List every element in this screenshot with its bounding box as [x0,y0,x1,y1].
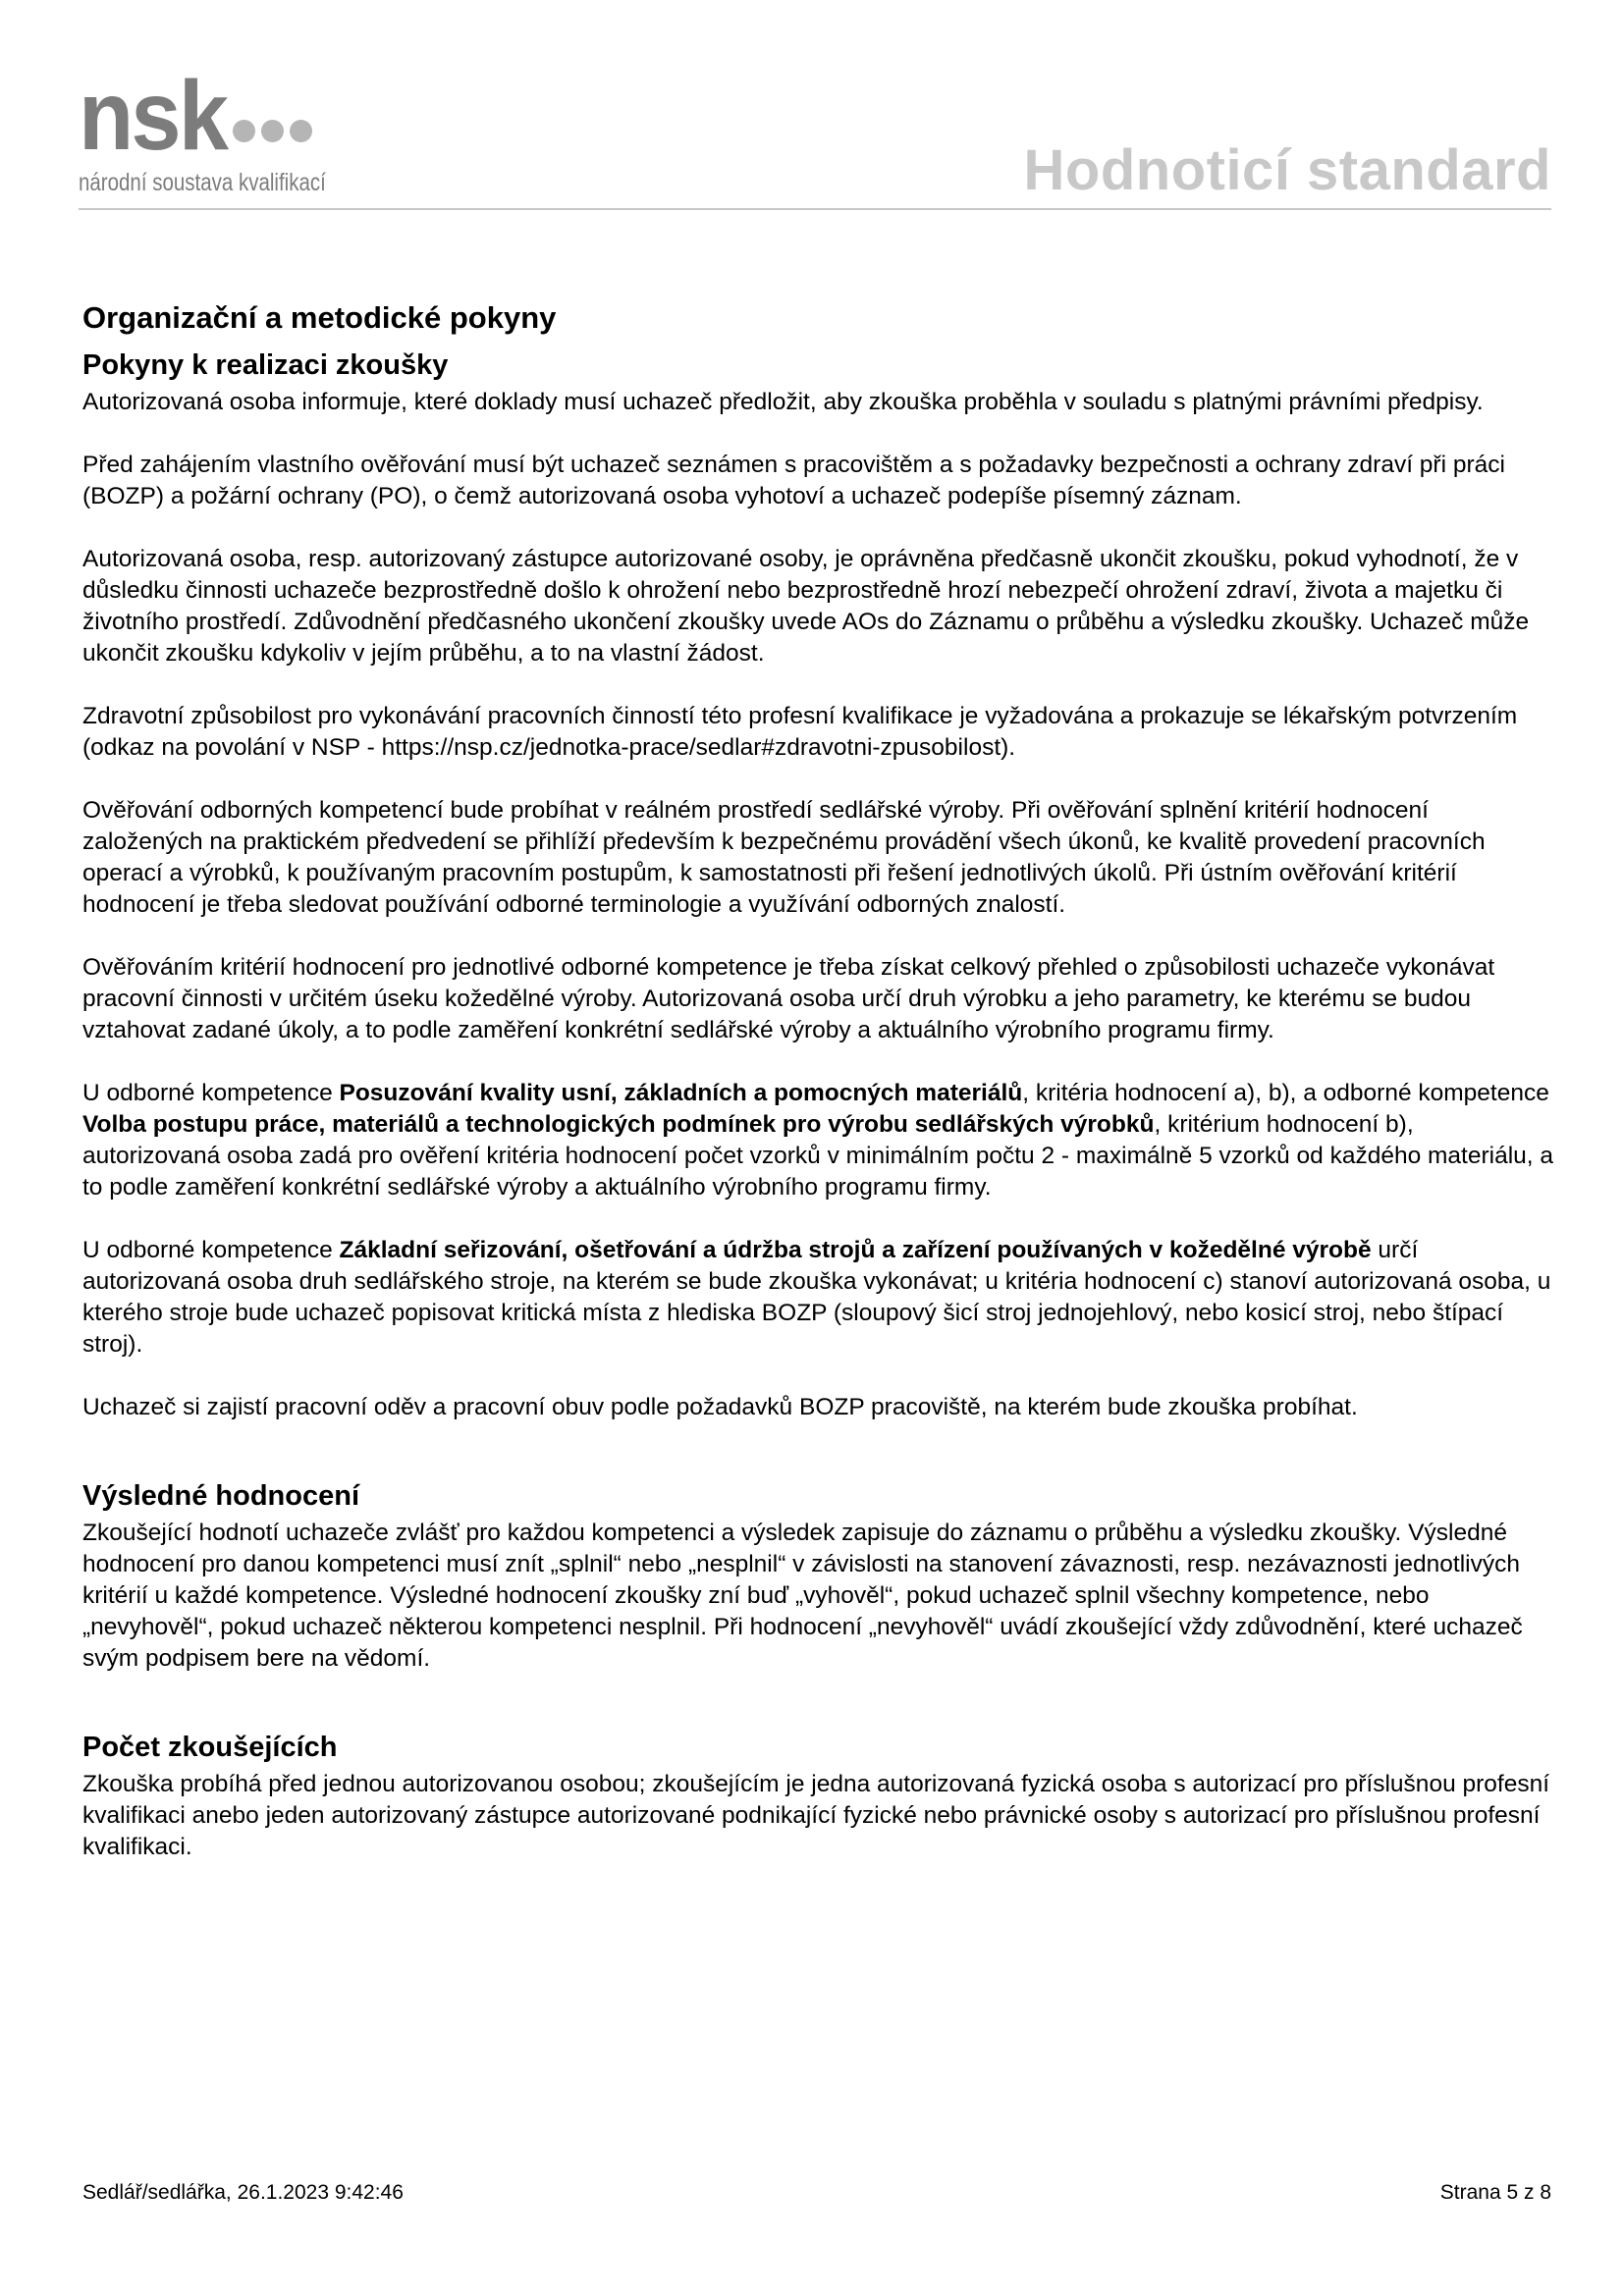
paragraph: Zdravotní způsobilost pro vykonávání pracovních činností této profesní kvalifikace je vyžadována a prokazuje se lékařským potvrzením (odkaz na povolání v NSP - https://nsp.cz/jednotka-prace/sedlar#zdravotni-zpusobilost). [82,703,1518,761]
competence-name: Volba postupu práce, materiálů a technologických podmínek pro výrobu sedlářských výrobků [82,1111,1155,1138]
competence-name: Posuzování kvality usní, základních a pomocných materiálů [339,1080,1023,1106]
paragraph: Zkoušející hodnotí uchazeče zvlášť pro každou kompetenci a výsledek zapisuje do záznamu o průběhu a výsledku zkoušky. Výsledné hodnocení pro danou kompetenci musí znít „splnil“ nebo „nesplnil“ v závislosti na stanovení závaznosti, resp. nezávaznosti jednotlivých kritérií u každé kompetence. Výsledné hodnocení zkoušky zní buď „vyhověl“, pokud uchazeč splnil všechny kompetence, nebo „nevyhověl“, pokud uchazeč některou kompetenci nesplnil. Při hodnocení „nevyhověl“ uvádí zkoušející vždy zdůvodnění, které uchazeč svým podpisem bere na vědomí. [82,1520,1523,1672]
header-divider [79,208,1551,210]
paragraph: Zkouška probíhá před jednou autorizovanou osobou; zkoušejícím je jedna autorizovaná fyzická osoba s autorizací pro příslušnou profesní kvalifikaci anebo jeden autorizovaný zástupce autorizované podnikající fyzické nebo právnické osoby s autorizací pro příslušnou profesní kvalifikaci. [82,1771,1550,1860]
nsk-logo [79,61,380,197]
section-title-vysledne: Výsledné hodnocení [82,1480,359,1512]
paragraph: Před zahájením vlastního ověřování musí být uchazeč seznámen s pracovištěm a s požadavky bezpečnosti a ochrany zdraví při práci (BOZP) a požární ochrany (PO), o čemž autorizovaná osoba vyhotoví a uchazeč podepíše písemný záznam. [82,452,1505,509]
section-title-realizace: Pokyny k realizaci zkoušky [82,349,449,381]
document-body [82,296,1555,1863]
paragraph: Ověřování odborných kompetencí bude probíhat v reálném prostředí sedlářské výroby. Při ověřování splnění kritérií hodnocení založených na praktickém předvedení se přihlíží především k bezpečnému provádění všech úkonů, ke kvalitě provedení pracovních operací a výrobků, k používaným pracovním postupům, k samostatnosti při řešení jednotlivých úkolů. Při ústním ověřování kritérií hodnocení je třeba sledovat používání odborné terminologie a využívání odborných znalostí. [82,797,1486,918]
footer-document-info: Sedlář/sedlářka, 26.1.2023 9:42:46 [82,2181,404,2204]
paragraph: Ověřováním kritérií hodnocení pro jednotlivé odborné kompetence je třeba získat celkový přehled o způsobilosti uchazeče vykonávat pracovní činnosti v určitém úseku kožedělné výroby. Autorizovaná osoba určí druh výrobku a jeho parametry, ke kterému se budou vztahovat zadané úkoly, a to podle zaměření konkrétní sedlářské výroby a aktuálního výrobního programu firmy. [82,954,1495,1043]
paragraph: Autorizovaná osoba informuje, které doklady musí uchazeč předložit, aby zkouška proběhla v souladu s platnými právními předpisy. [82,389,1484,415]
page-number: Strana 5 z 8 [1439,2181,1551,2204]
document-type-title: Hodnoticí standard [1023,138,1551,202]
paragraph: U odborné kompetence Základní seřizování, ošetřování a údržba strojů a zařízení používaných v kožedělné výrobě určí autorizovaná osoba druh sedlářského stroje, na kterém se bude zkouška vykonávat; u kritéria hodnocení c) stanoví autorizovaná osoba, u kterého stroje bude uchazeč popisovat kritická místa z hlediska BOZP (sloupový šicí stroj jednojehlový, nebo kosicí stroj, nebo štípací stroj). [82,1237,1551,1358]
paragraph: Uchazeč si zajistí pracovní oděv a pracovní obuv podle požadavků BOZP pracoviště, na kterém bude zkouška probíhat. [82,1394,1358,1420]
paragraph: Autorizovaná osoba, resp. autorizovaný zástupce autorizované osoby, je oprávněna předčasně ukončit zkoušku, pokud vyhodnotí, že v důsledku činnosti uchazeče bezprostředně došlo k ohrožení nebo bezprostředně hrozí nebezpečí ohrožení zdraví, života a majetku či životního prostředí. Zdůvodnění předčasného ukončení zkoušky uvede AOs do Záznamu o průběhu a výsledku zkoušky. Uchazeč může ukončit zkoušku kdykoliv v jejím průběhu, a to na vlastní žádost. [82,546,1530,667]
competence-name: Základní seřizování, ošetřování a údržba strojů a zařízení používaných v kožedělné výrobě [339,1237,1372,1263]
section-title-pocet: Počet zkoušejících [82,1732,338,1763]
logo-subtitle: národní soustava kvalifikací [79,169,326,196]
logo-dots-icon [233,120,312,142]
logo-wordmark: nsk [79,61,227,171]
paragraph: U odborné kompetence Posuzování kvality usní, základních a pomocných materiálů, kritéria hodnocení a), b), a odborné kompetence Volba postupu práce, materiálů a technologických podmínek pro výrobu sedlářských výrobků, kritérium hodnocení b), autorizovaná osoba zadá pro ověření kritéria hodnocení počet vzorků v minimálním počtu 2 - maximálně 5 vzorků od každého materiálu, a to podle zaměření konkrétní sedlářské výroby a aktuálního výrobního programu firmy. [82,1080,1554,1201]
section-title-main: Organizační a metodické pokyny [82,300,557,335]
page-footer [82,2181,1551,2205]
